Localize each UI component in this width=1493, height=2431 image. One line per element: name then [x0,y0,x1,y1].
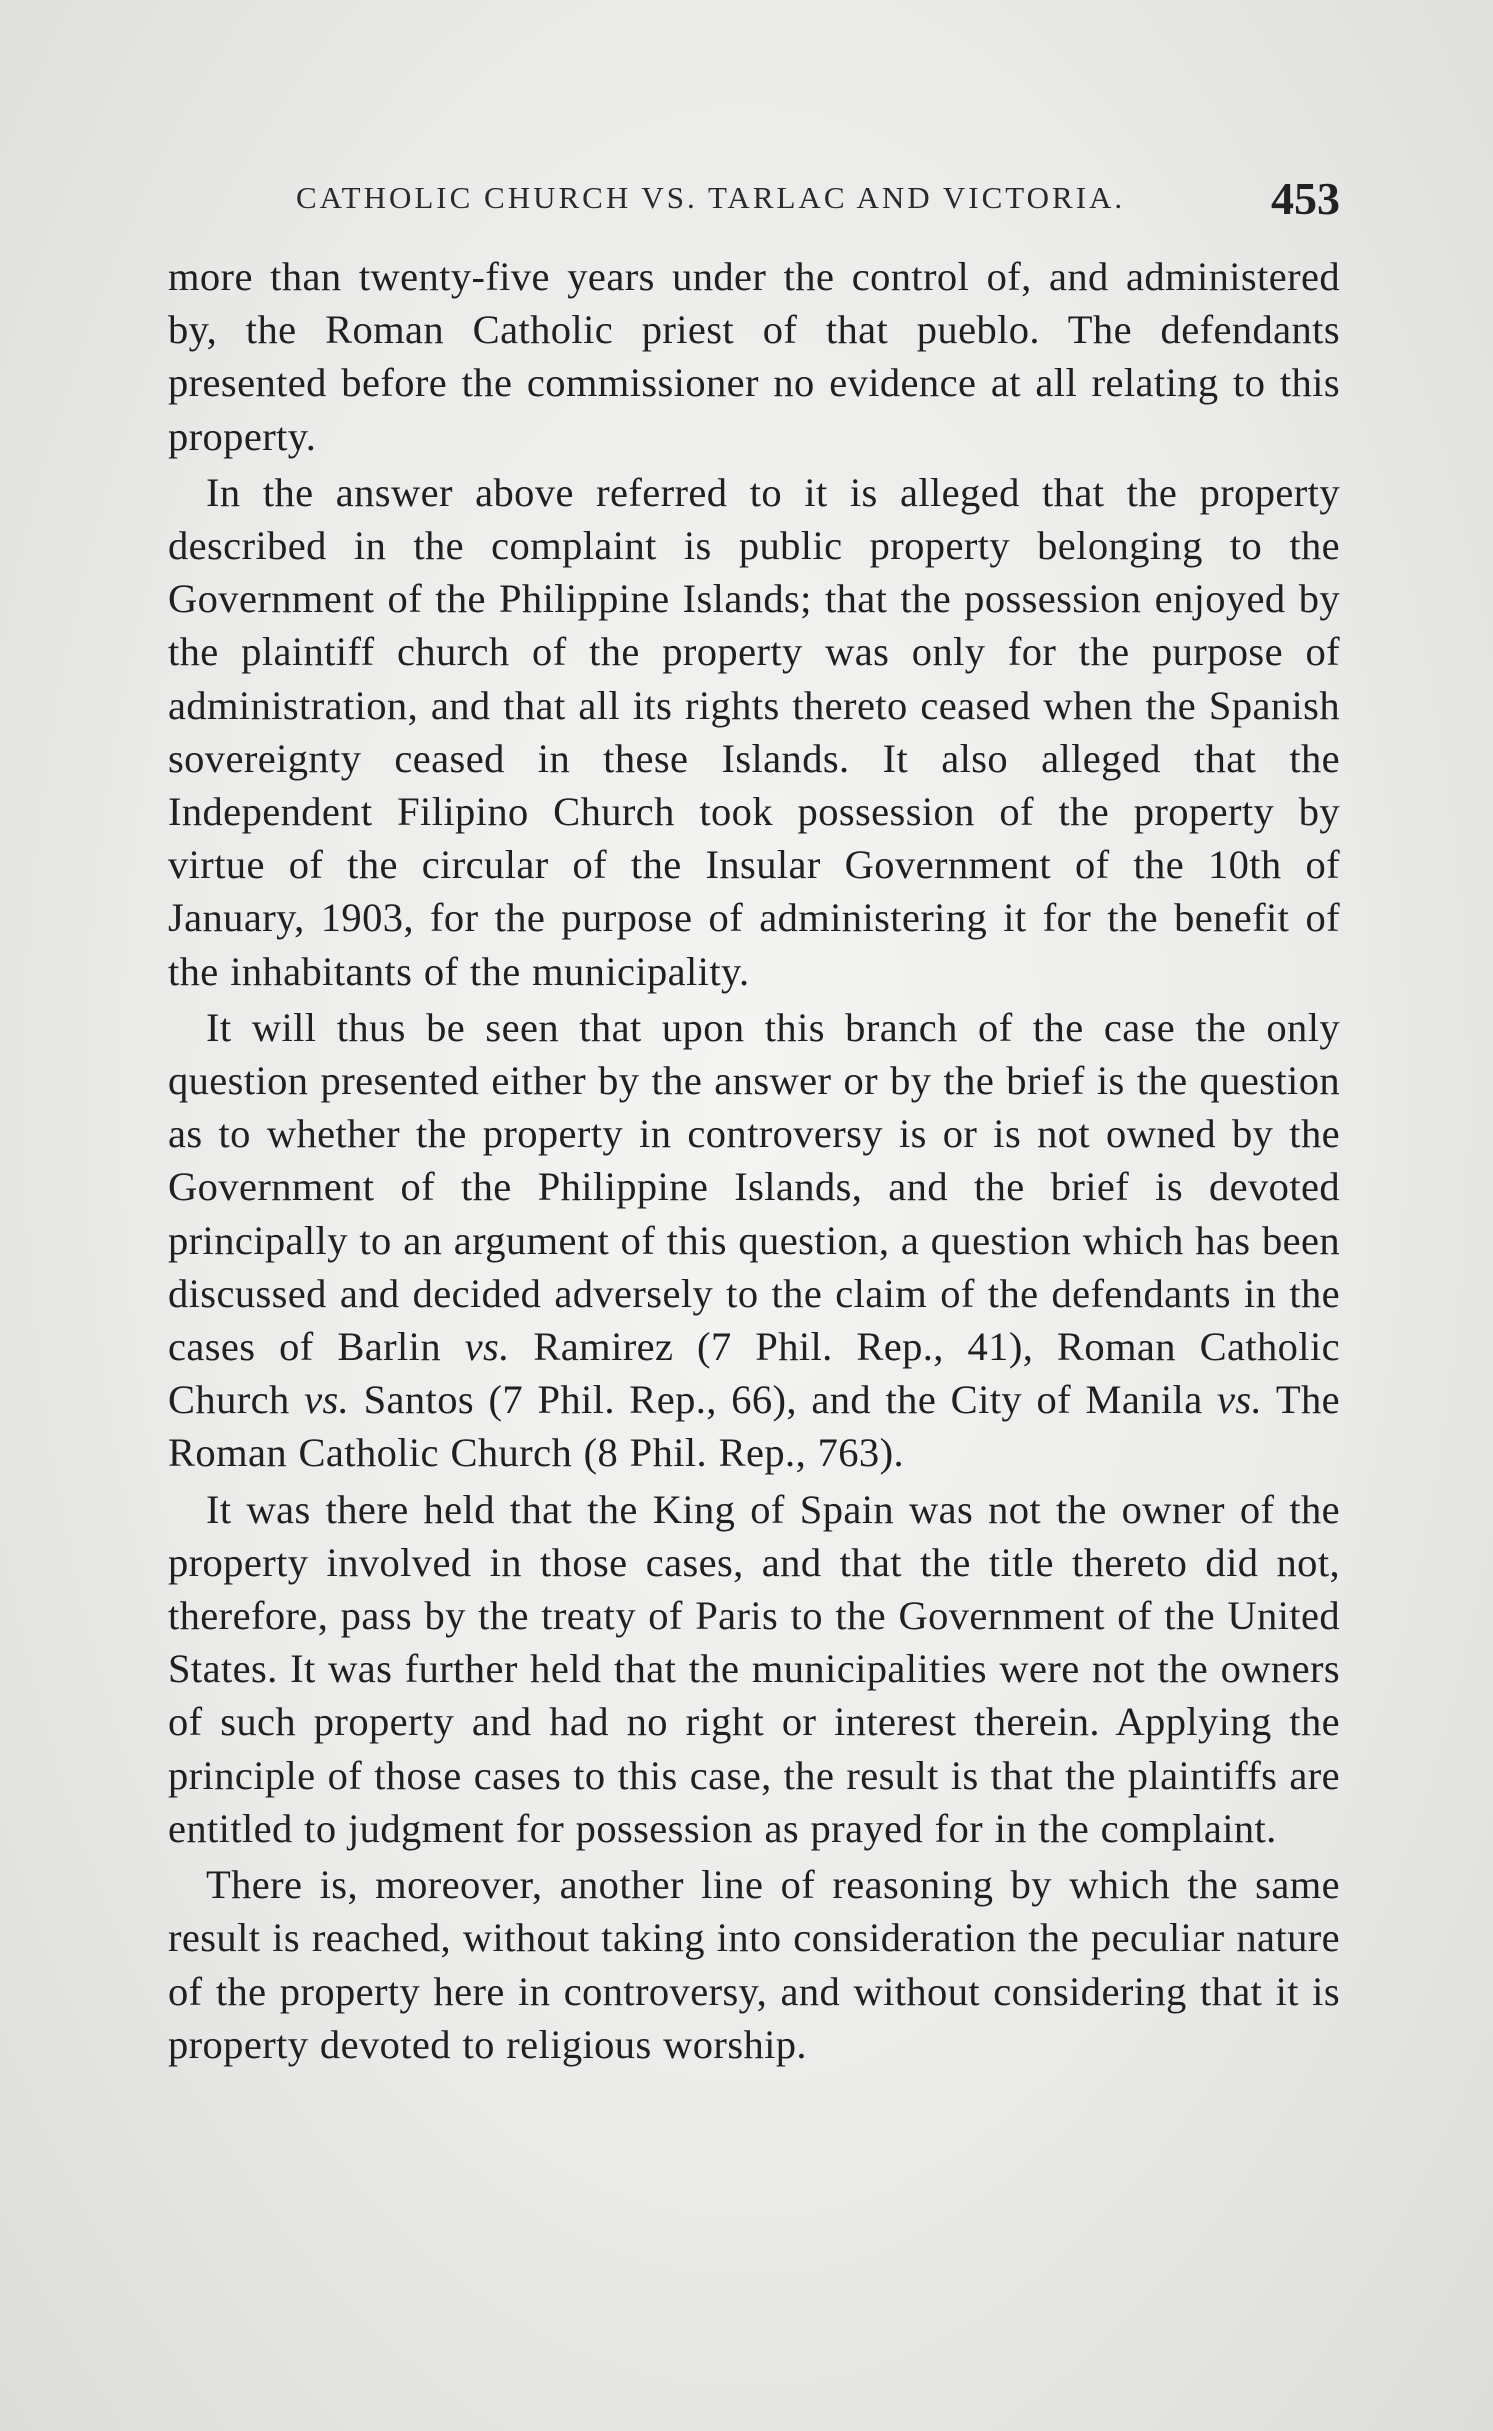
book-page [168,172,1340,2074]
paragraph-text: Santos (7 Phil. Rep., 66), and the City of Manila [349,1377,1218,1423]
versus-abbreviation: vs. [464,1324,510,1370]
paragraph-text: Ramirez (7 Phil. Rep., 41), Roman Catholic Church [168,1324,1340,1423]
versus-abbreviation: vs. [304,1377,350,1423]
paragraph-holding: It was there held that the King of Spain was not the owner of the property involved in those cases, and that the title thereto did not, therefore, pass by the treaty of Paris to the Government of the United States. It was further held that the municipalities were not the owners of such property and had no right or interest therein. Applying the principle of those cases to this case, the result is that the plaintiffs are entitled to judgment for possession as prayed for in the complaint. [168,1486,1340,1851]
paragraph-text: The Roman Catholic Church (8 Phil. Rep., 763). [168,1377,1340,1476]
paragraph-answer-allegations: In the answer above referred to it is alleged that the property described in the complaint is public property belonging to the Government of the Philippine Islands; that the possession enjoyed by the plaintiff church of the property was only for the purpose of administration, and that all its rights thereto ceased when the Spanish sovereignty ceased in these Islands. It also alleged that the Independent Filipino Church took possession of the property by virtue of the circular of the Insular Government of the 10th of January, 1903, for the purpose of administering it for the benefit of the inhabitants of the municipality. [168,469,1340,994]
paragraph-continuation: more than twenty-five years under the control of, and administered by, the Roman Catholic priest of that pueblo. The defendants presented before the commissioner no evidence at all relating to this property. [168,254,1340,459]
paragraph-another-line: There is, moreover, another line of reasoning by which the same result is reached, without taking into consideration the peculiar nature of the property here in controversy, and without considering that it is property devoted to religious worship. [168,1862,1340,2067]
body-text [168,250,1340,2071]
page-number: 453 [1271,173,1340,224]
paragraph-question-presented [168,1001,1340,1480]
running-head [168,172,1340,232]
paragraph-text: It will thus be seen that upon this branch of the case the only question presented either by the answer or by the brief is the question as to whether the property in controversy is or is not owned by the Government of the Philippine Islands, and the brief is devoted principally to an argument of this question, a question which has been discussed and decided adversely to the claim of the defendants in the cases of Barlin [168,1004,1341,1370]
running-title: CATHOLIC CHURCH VS. TARLAC AND VICTORIA. [296,180,1126,215]
versus-abbreviation: vs. [1217,1377,1263,1423]
